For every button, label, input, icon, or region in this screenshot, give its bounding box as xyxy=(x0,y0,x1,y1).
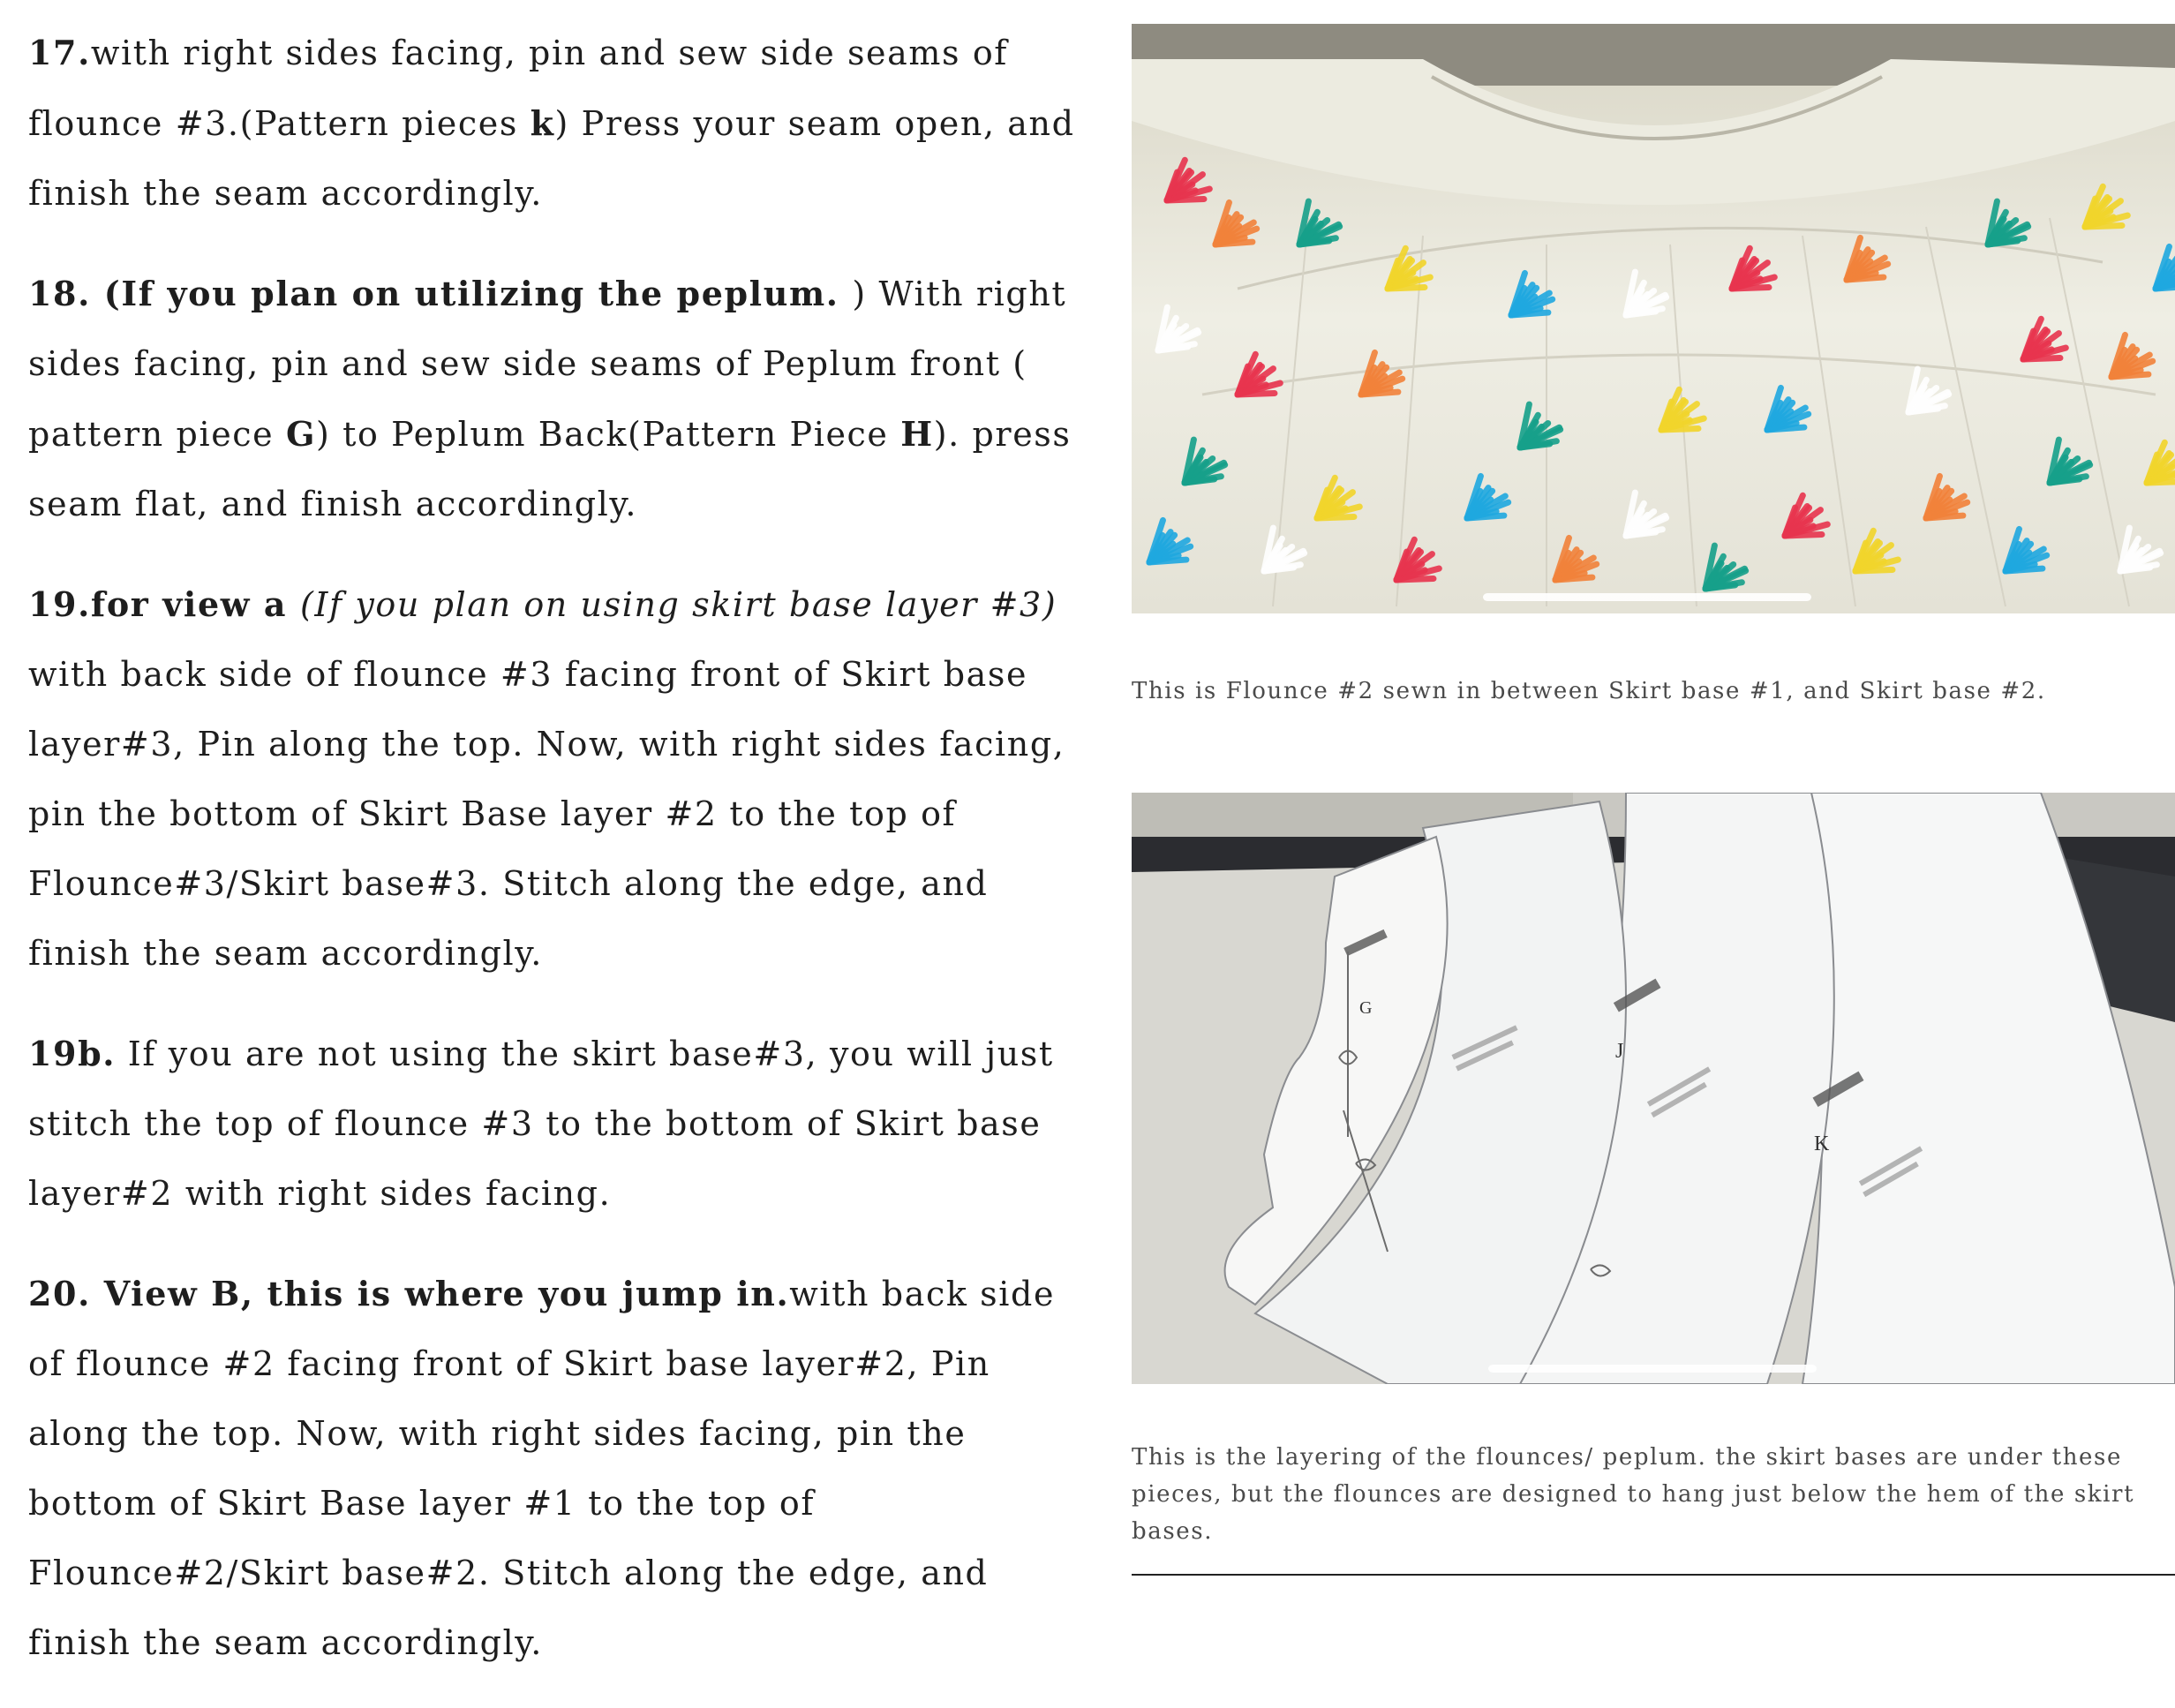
figure-1-caption: This is Flounce #2 sewn in between Skirt base #1, and Skirt base #2. xyxy=(1132,678,2046,704)
step-19 xyxy=(28,569,1088,989)
step-18-text: 18. (If you plan on utilizing the peplum. xyxy=(28,274,853,313)
step-20 xyxy=(28,1259,1088,1678)
step-18-text: ) With right sides facing, pin and sew side seams of Peplum front ( pattern piece xyxy=(28,275,1067,454)
step-18 xyxy=(28,259,1088,539)
instructions-column xyxy=(28,18,1088,1708)
figures-column xyxy=(1132,0,2175,1582)
step-19-text: with back side of flounce #3 facing front of Skirt base layer#3, Pin along the top. Now, with right sides facing, pin the bottom of Skirt Base layer #2 to the top of Flounce#3/Skirt base#3. Stitch along the edge, and finish the seam accordingly. xyxy=(28,655,1065,973)
divider-line xyxy=(1132,1574,2175,1576)
flounce-dress-photo xyxy=(1132,24,2175,613)
flounce-dress-image xyxy=(1132,24,2175,613)
step-20-text: with back side of flounce #2 facing front of Skirt base layer#2, Pin along the top. Now, with right sides facing, pin the bottom of Skirt Base layer #1 to the top of Flounce#2/Skirt base#2. Stitch along the edge, and finish the seam accordingly. xyxy=(28,1275,1056,1662)
step-19-text: (If you plan on using skirt base layer #3) xyxy=(299,585,1057,624)
step-17-text: k xyxy=(530,103,555,143)
step-19b xyxy=(28,1019,1088,1229)
step-17-text: ) Press your seam open, and finish the seam accordingly. xyxy=(28,104,1075,213)
pattern-letter-k xyxy=(1814,1132,1830,1155)
pattern-letter-j xyxy=(1615,1040,1623,1063)
pattern-pieces-photo xyxy=(1132,793,2175,1384)
pattern-pieces-image xyxy=(1132,793,2175,1384)
step-19b-text: If you are not using the skirt base#3, you will just stitch the top of flounce #3 to the bottom of Skirt base layer#2 with right sides facing. xyxy=(28,1035,1054,1213)
step-20-text: 20. View B, this is where you jump in. xyxy=(28,1274,790,1313)
step-17 xyxy=(28,18,1088,229)
svg-text:K: K xyxy=(1814,1132,1830,1155)
step-19b-text: 19b. xyxy=(28,1034,117,1073)
pattern-letter-g xyxy=(1359,998,1372,1018)
svg-text:J: J xyxy=(1615,1040,1624,1063)
step-17-text: with right sides facing, pin and sew side seams of flounce #3.(Pattern pieces xyxy=(28,34,1008,143)
step-19-text: 19.for view a xyxy=(28,584,300,624)
step-18-text: ). press seam flat, and finish accordingly. xyxy=(28,415,1072,523)
step-18-text: G xyxy=(285,414,317,454)
svg-text:G: G xyxy=(1359,998,1373,1018)
step-18-text: ) to Peplum Back(Pattern Piece xyxy=(316,415,901,454)
figure-2-caption: This is the layering of the flounces/ peplum. the skirt bases are under these pieces, but the flounces are designed to hang just below the hem of the skirt bases. xyxy=(1132,1444,2135,1545)
step-17-text: 17. xyxy=(28,33,91,72)
step-18-text: H xyxy=(900,414,934,454)
